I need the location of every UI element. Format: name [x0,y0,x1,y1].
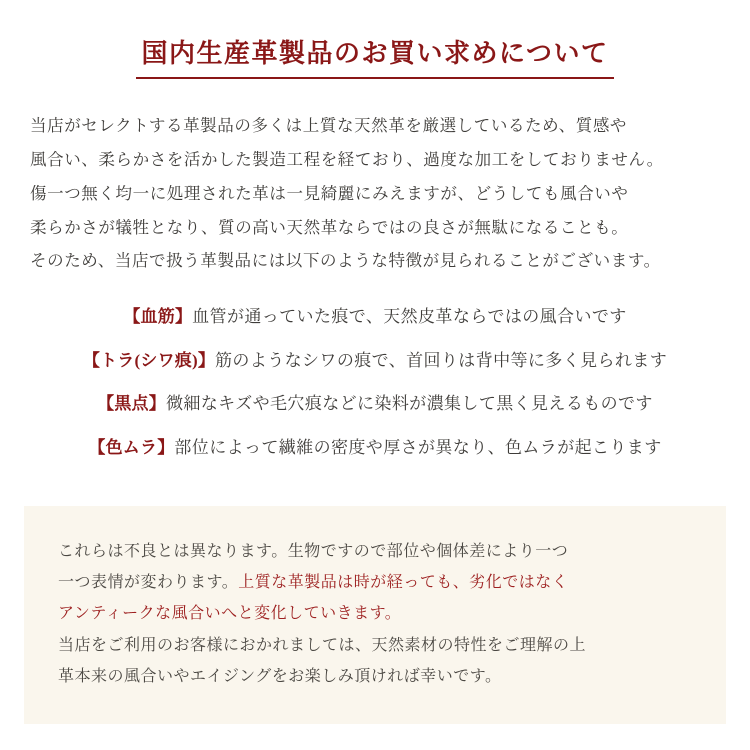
note-line-accent: アンティークな風合いへと変化していきます。 [58,605,402,623]
intro-line: 柔らかさが犠牲となり、質の高い天然革ならではの良さが無駄になることも。 [30,217,629,237]
intro-line: 傷一つ無く均一に処理された革は一見綺麗にみえますが、どうしても風合いや [30,183,629,203]
note-line [58,567,692,598]
intro-line: そのため、当店で扱う革製品には以下のような特徴が見られることがございます。 [30,251,661,271]
note-text-plain: 一つ表情が変わります。 [58,574,239,592]
feature-tag: 【色ムラ】 [88,437,175,457]
footer-note-box [24,506,726,724]
feature-tag: 【黒点】 [97,394,166,414]
note-line: 当店をご利用のお客様におかれましては、天然素材の特性をご理解の上 [58,636,587,654]
list-item [24,435,726,461]
list-item [24,348,726,374]
feature-description: 部位によって繊維の密度や厚さが異なり、色ムラが起こります [174,437,662,457]
feature-tag: 【血筋】 [123,307,193,327]
feature-description: 筋のようなシワの痕で、首回りは背中等に多く見られます [215,350,668,370]
feature-description: 微細なキズや毛穴痕などに染料が濃集して黒く見えるものです [165,394,653,414]
intro-paragraph [30,109,720,278]
title-container [24,30,726,79]
note-text-accent: 上質な革製品は時が経っても、劣化ではなく [238,574,569,592]
feature-list [24,304,726,460]
feature-tag: 【トラ(シワ痕)】 [82,350,216,370]
intro-line: 風合い、柔らかさを活かした製造工程を経ており、過度な加工をしておりません。 [30,150,664,169]
intro-line: 当店がセレクトする革製品の多くは上質な天然革を厳選しているため、質感や [30,116,628,136]
page-title: 国内生産革製品のお買い求めについて [136,38,615,79]
list-item [24,391,726,417]
feature-description: 血管が通っていた痕で、天然皮革ならではの風合いです [192,307,627,327]
note-line: 革本来の風合いやエイジングをお楽しみ頂ければ幸いです。 [58,667,502,685]
list-item [24,304,726,330]
note-line: これらは不良とは異なります。生物ですので部位や個体差により一つ [58,543,569,561]
